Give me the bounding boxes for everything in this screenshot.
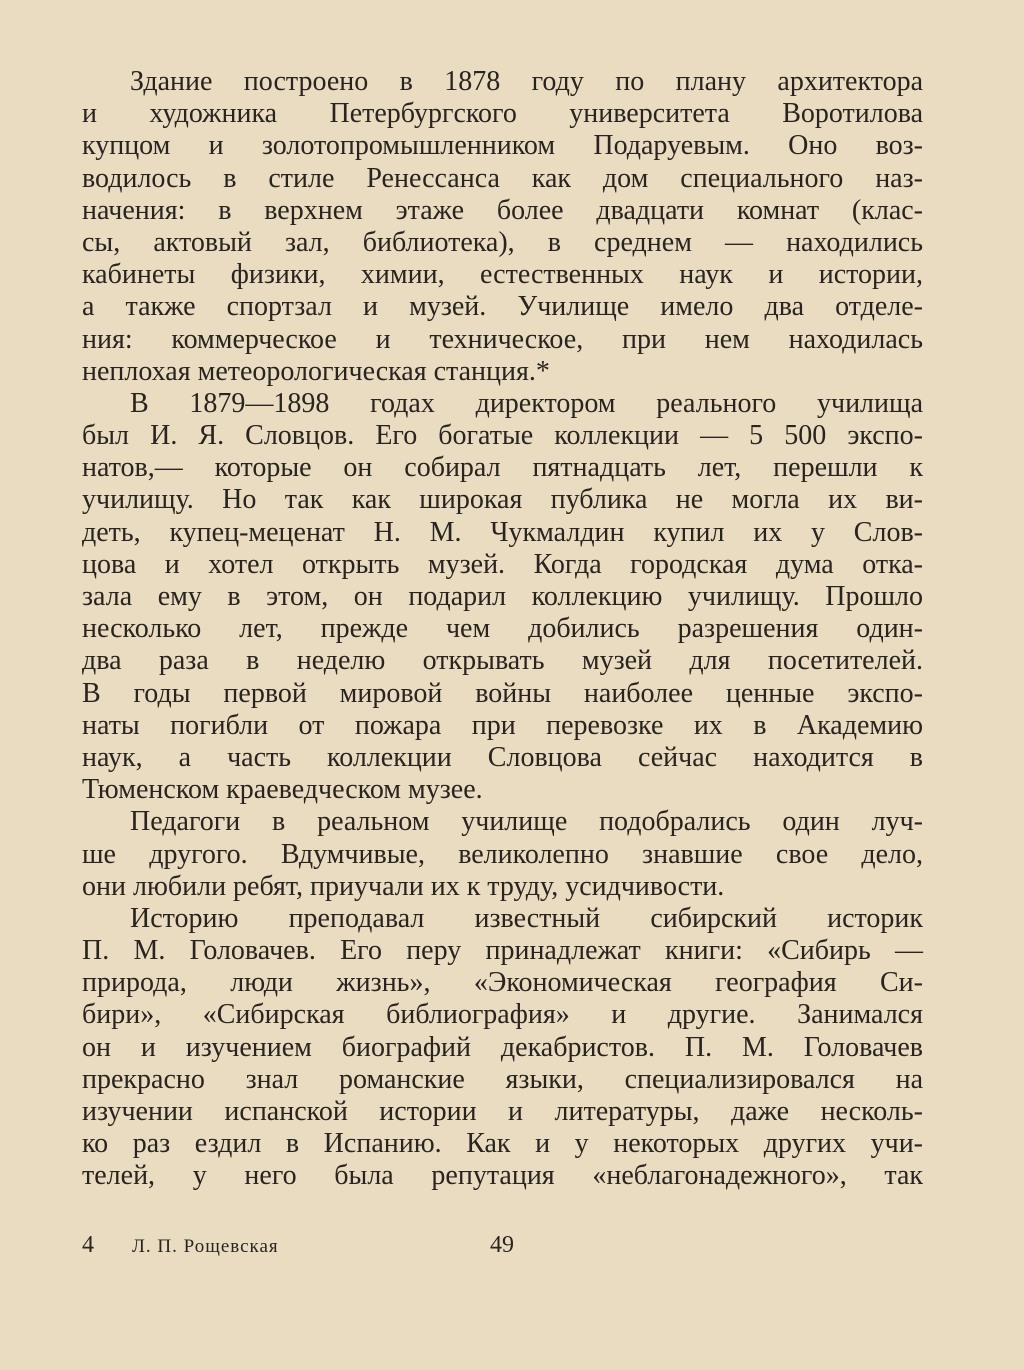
page-number: 49 [490,1232,514,1258]
text-line: изучении испанской истории и литературы, даже несколь- [82,1096,923,1127]
text-line: прекрасно знал романские языки, специализировался на [82,1063,923,1095]
text-line: наты погибли от пожара при перевозке их в Академию [82,709,923,741]
page-footer [82,1232,923,1262]
text-line: натов,— которые он собирал пятнадцать лет, перешли к [82,452,923,484]
text-line: купцом и золотопромышленником Подаруевым. Оно воз- [82,130,923,162]
text-line: П. М. Головачев. Его перу принадлежат книги: «Сибирь — [82,935,923,967]
text-line: водилось в стиле Ренессанса как дом специального наз- [82,162,923,194]
text-line: и художника Петербургского университета Воротилова [82,98,923,130]
signature-mark: 4 [82,1232,94,1258]
text-line: ния: коммерческое и техническое, при нем находилась [82,323,923,355]
text-line: цова и хотел открыть музей. Когда городская дума отка- [82,548,923,580]
paragraph [82,66,923,388]
text-line: бири», «Сибирская библиография» и другие. Занимался [82,999,923,1031]
text-line: телей, у него была репутация «неблагонадежного», так [82,1160,923,1192]
text-line: В 1879—1898 годах директором реального училища [130,387,923,419]
text-line: они любили ребят, приучали их к труду, усидчивости. [82,870,725,902]
text-line: деть, купец-меценат Н. М. Чукмалдин купил их у Слов- [82,516,923,548]
paragraph [82,903,923,1193]
text-line: ко раз ездил в Испанию. Как и у некоторых других учи- [82,1128,923,1160]
text-line: Педагоги в реальном училище подобрались один луч- [130,806,923,838]
text-line: Историю преподавал известный сибирский историк [130,902,923,934]
text-line: сы, актовый зал, библиотека), в среднем — находились [82,226,923,258]
text-line: Тюменском краеведческом музее. [82,774,483,806]
text-line: два раза в неделю открывать музей для посетителей. [82,645,923,677]
text-line: начения: в верхнем этаже более двадцати комнат (клас- [82,194,923,226]
text-line: В годы первой мировой войны наиболее ценные экспо- [82,677,923,709]
text-line: а также спортзал и музей. Училище имело два отделе- [82,291,923,323]
text-line: Здание построено в 1878 году по плану архитектора [130,66,923,97]
text-line: он и изучением биографий декабристов. П. М. Головачев [82,1031,923,1063]
text-line: кабинеты физики, химии, естественных наук и истории, [82,259,923,291]
author-name: Л. П. Рощевская [132,1236,279,1257]
text-line: училищу. Но так как широкая публика не могла их ви- [82,484,923,516]
text-line: наук, а часть коллекции Словцова сейчас находится в [82,741,923,773]
body-text [82,66,923,1193]
text-line: ше другого. Вдумчивые, великолепно знавшие свое дело, [82,838,923,870]
text-line: несколько лет, прежде чем добились разрешения один- [82,613,923,645]
paragraph [82,806,923,903]
text-line: был И. Я. Словцов. Его богатые коллекции — 5 500 экспо- [82,420,923,452]
paragraph [82,388,923,806]
text-line: зала ему в этом, он подарил коллекцию училищу. Прошло [82,581,923,612]
text-line: неплохая метеорологическая станция.* [82,355,550,387]
text-line: природа, люди жизнь», «Экономическая география Си- [82,967,923,999]
